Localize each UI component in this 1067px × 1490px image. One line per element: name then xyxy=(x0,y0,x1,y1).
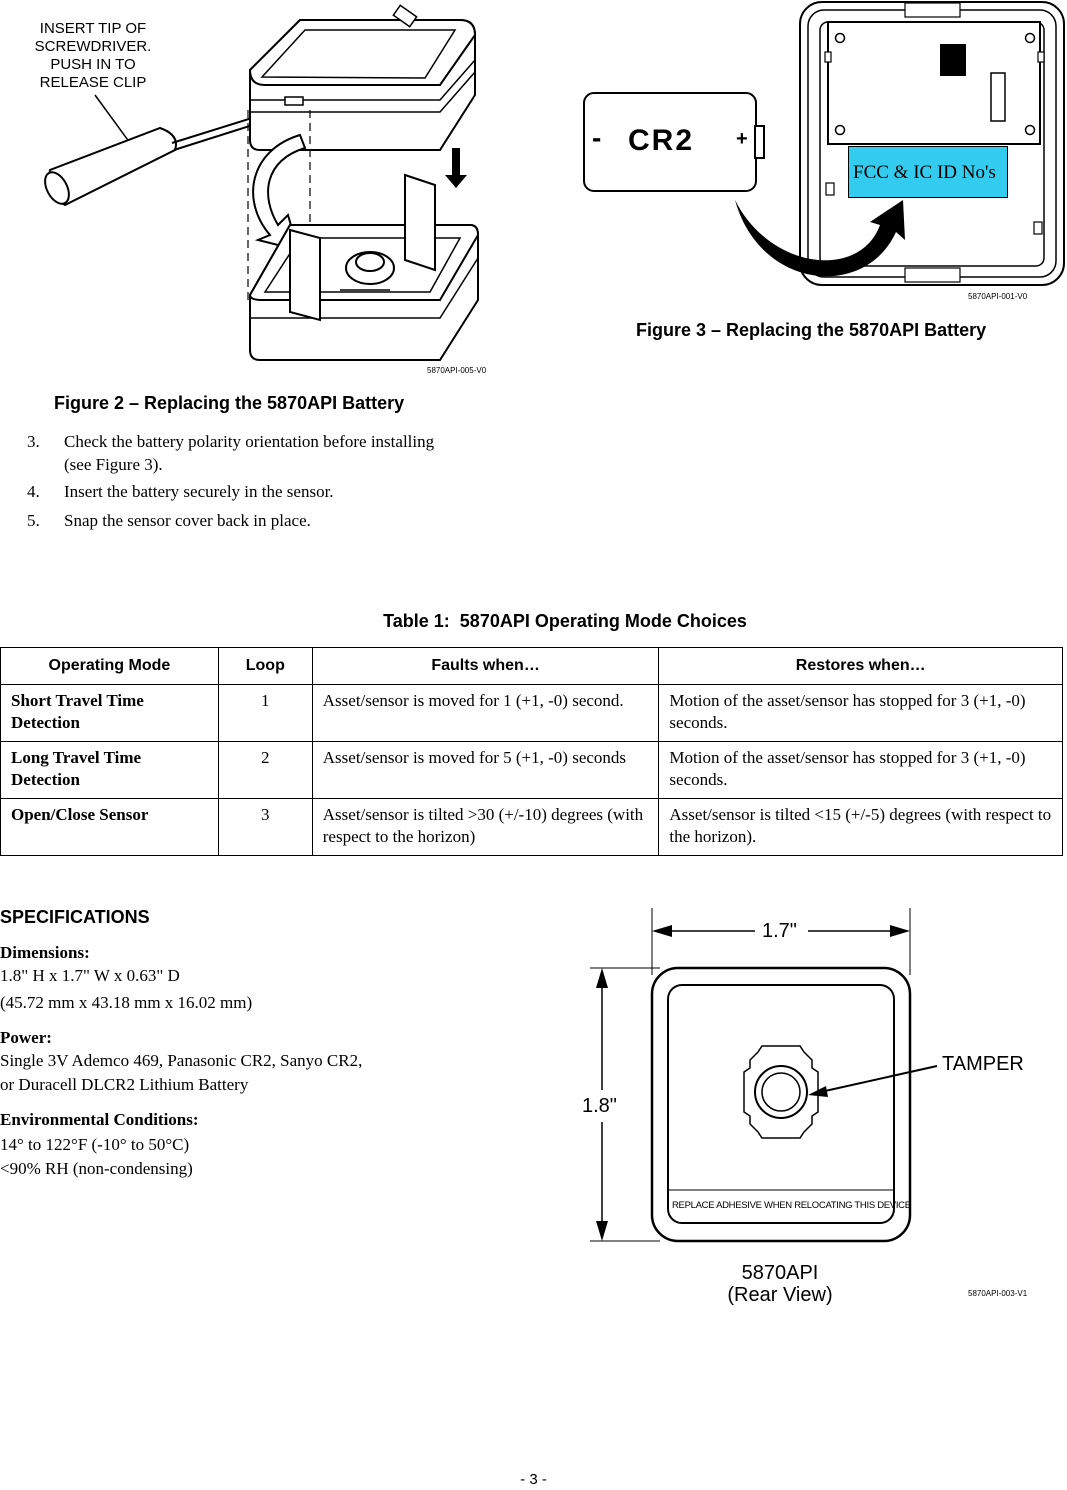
dimensions-value: 1.8" H x 1.7" W x 0.63" D xyxy=(0,966,180,985)
figure-2-caption: Figure 2 – Replacing the 5870API Battery xyxy=(54,393,405,413)
cell-restores: Motion of the asset/sensor has stopped for 3 (+1, -0) seconds. xyxy=(659,685,1063,742)
fcc-id-label: FCC & IC ID No's xyxy=(848,146,1008,198)
cell-restores: Asset/sensor is tilted <15 (+/-5) degrees (with respect to the horizon). xyxy=(659,799,1063,856)
model-label: 5870API xyxy=(741,1262,819,1284)
environment-label: Environmental Conditions: xyxy=(0,1110,199,1129)
cell-faults: Asset/sensor is moved for 1 (+1, -0) second. xyxy=(312,685,659,742)
step-4: 4. Insert the battery securely in the sensor. xyxy=(27,482,334,501)
col-header-mode: Operating Mode xyxy=(1,648,219,685)
figure-3-code: 5870API-001-V0 xyxy=(968,292,1028,301)
cell-faults: Asset/sensor is tilted >30 (+/-10) degrees (with respect to the horizon) xyxy=(312,799,659,856)
tamper-label: TAMPER xyxy=(942,1053,1024,1075)
cell-faults: Asset/sensor is moved for 5 (+1, -0) seconds xyxy=(312,742,659,799)
table-row xyxy=(1,685,1063,742)
cell-mode: Short Travel Time Detection xyxy=(1,685,219,742)
col-header-restores: Restores when… xyxy=(659,648,1063,685)
battery-label: CR2 xyxy=(628,124,695,157)
adhesive-sticker-text: REPLACE ADHESIVE WHEN RELOCATING THIS DEVICE xyxy=(672,1200,911,1211)
power-value-2: or Duracell DLCR2 Lithium Battery xyxy=(0,1075,249,1094)
figure-2-code: 5870API-005-V0 xyxy=(427,366,487,375)
dimensions-label: Dimensions: xyxy=(0,943,90,962)
battery-plus: + xyxy=(736,128,748,150)
environment-value-2: <90% RH (non-condensing) xyxy=(0,1159,193,1178)
specifications-heading: SPECIFICATIONS xyxy=(0,907,150,927)
cell-mode: Long Travel Time Detection xyxy=(1,742,219,799)
step-3: 3. Check the battery polarity orientation before installing (see Figure 3). xyxy=(27,432,435,474)
cell-restores: Motion of the asset/sensor has stopped for 3 (+1, -0) seconds. xyxy=(659,742,1063,799)
environment-value-1: 14° to 122°F (-10° to 50°C) xyxy=(0,1135,190,1154)
view-label: (Rear View) xyxy=(727,1284,833,1306)
cell-loop: 2 xyxy=(218,742,312,799)
cell-loop: 1 xyxy=(218,685,312,742)
width-dimension: 1.7" xyxy=(762,920,797,942)
sensor-cover xyxy=(250,5,475,150)
dimensions-metric: (45.72 mm x 43.18 mm x 16.02 mm) xyxy=(0,993,253,1012)
table-row xyxy=(1,742,1063,799)
table-row xyxy=(1,799,1063,856)
power-value-1: Single 3V Ademco 469, Panasonic CR2, Sanyo CR2, xyxy=(0,1051,363,1070)
cell-mode: Open/Close Sensor xyxy=(1,799,219,856)
battery-minus: - xyxy=(592,122,602,153)
sensor-open-illustration xyxy=(0,0,520,380)
rear-view-code: 5870API-003-V1 xyxy=(968,1289,1028,1298)
sensor-base xyxy=(250,175,478,360)
figure-3-caption: Figure 3 – Replacing the 5870API Battery xyxy=(636,320,987,340)
power-label: Power: xyxy=(0,1028,52,1047)
col-header-loop: Loop xyxy=(218,648,312,685)
screwdriver-callout: INSERT TIP OF SCREWDRIVER. PUSH IN TO RELEASE CLIP xyxy=(34,20,152,91)
cell-loop: 3 xyxy=(218,799,312,856)
operating-mode-table xyxy=(0,647,1063,856)
col-header-faults: Faults when… xyxy=(312,648,659,685)
table-header-row xyxy=(1,648,1063,685)
tamper-icon xyxy=(744,1046,818,1138)
table-title: Table 1: 5870API Operating Mode Choices xyxy=(383,611,747,631)
step-5: 5. Snap the sensor cover back in place. xyxy=(27,511,311,530)
height-dimension: 1.8" xyxy=(582,1095,617,1117)
page-number: - 3 - xyxy=(520,1471,547,1488)
